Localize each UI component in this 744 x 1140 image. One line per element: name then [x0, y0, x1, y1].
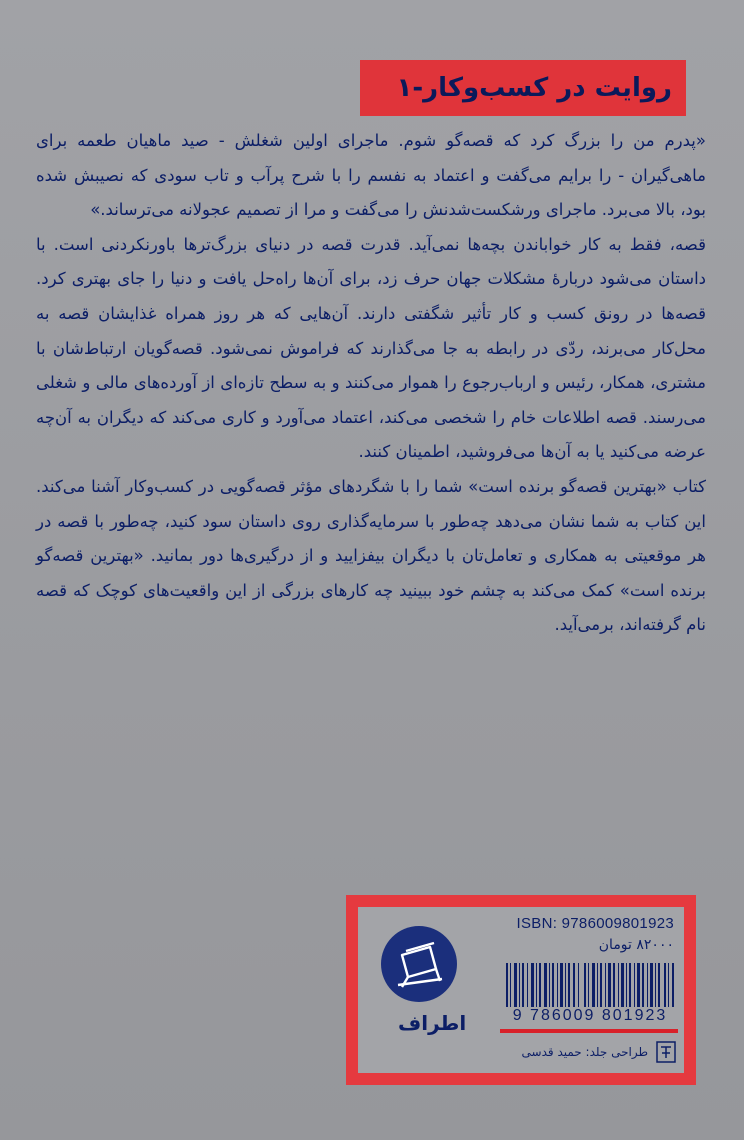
publisher-info-inner — [358, 907, 684, 1073]
body-paragraph-1: قصه، فقط به کار خواباندن بچه‌ها نمی‌آید. قدرت قصه در دنیای بزرگ‌ترها باورنکردنی است. با داستان می‌شود دربارهٔ مشکلات جهان حرف زد، برای آن‌ها راه‌حل یافت و دنیا را جای بهتری کرد. قصه‌ها در رونق کسب و کار تأثیر شگفتی دارند. آن‌هایی که هر روز همراه غذایشان قصه به محل‌کار می‌برند، ردّی در رابطه به جا می‌گذارند که فراموش نمی‌شود. قصه‌گویان ارتباط‌شان با مشتری، همکار، رئیس و ارباب‌رجوع را هموار می‌کنند و به سطح تازه‌ای از آورده‌های مالی و شغلی می‌رسند. قصه اطلاعات خام را شخصی می‌کند، اعتماد می‌آورد و کاری می‌کند که دیگران به آن‌چه عرضه می‌کنید یا به آن‌ها می‌فروشید، اطمینان کنند. — [36, 234, 706, 462]
series-title-banner — [360, 60, 686, 116]
price-label: ۸۲۰۰۰ تومان — [598, 937, 674, 953]
series-title: روایت در کسب‌وکار-۱ — [396, 73, 672, 103]
publisher-name: اطراف — [398, 1011, 467, 1035]
isbn-label: ISBN: 9786009801923 — [516, 915, 674, 932]
quote-paragraph: «پدرم من را بزرگ کرد که قصه‌گو شوم. ماجرای اولین شغلش - صید ماهیان طعمه برای ماهی‌گیران - را برایم می‌گفت و اعتماد به نفسم را با شرح پرآب و تاب سودی که نصیبش شده بود، بالا می‌برد. ماجرای ورشکست‌شدنش را می‌گفت و مرا از تصمیم عجولانه می‌ترساند.» — [36, 131, 706, 220]
publisher-logo-icon — [380, 925, 458, 1003]
barcode-number: 9 786009 801923 — [504, 1007, 676, 1025]
body-paragraph-2: کتاب «بهترین قصه‌گو برنده است» شما را با شگردهای مؤثر قصه‌گویی در کسب‌وکار آشنا می‌کند. این کتاب به شما نشان می‌دهد چه‌طور با سرمایه‌گذاری روی داستان سود کنید، چه‌طور با قصه در هر موقعیتی به همکاری و تعامل‌تان با دیگران بیفزایید و از درگیری‌ها دور بمانید. «بهترین قصه‌گو برنده است» کمک می‌کند به چشم خود ببینید چه کارهای بزرگی از این واقعیت‌های کوچک که قصه نام گرفته‌اند، برمی‌آید. — [36, 476, 706, 635]
barcode-divider — [500, 1029, 678, 1033]
publisher-info-box — [346, 895, 696, 1085]
cover-designer-credit: طراحی جلد: حمید قدسی — [521, 1045, 648, 1059]
small-emblem-icon — [656, 1041, 676, 1063]
blurb-text — [36, 124, 706, 643]
